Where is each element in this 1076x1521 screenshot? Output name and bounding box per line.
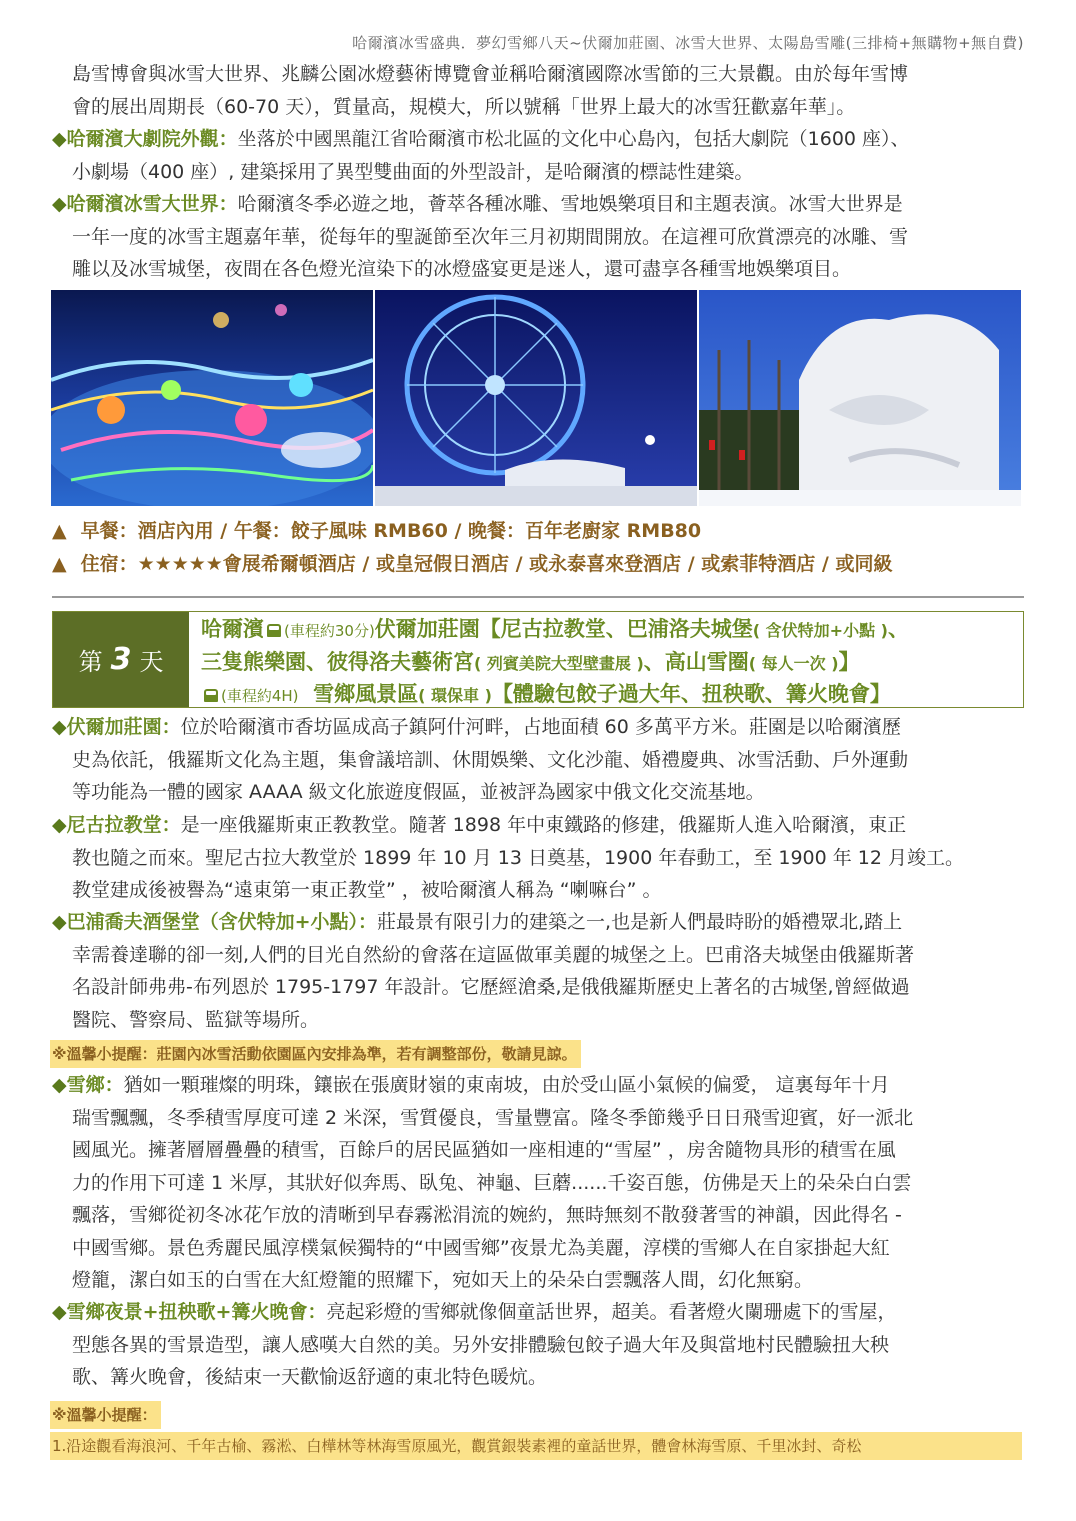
warm-reminder-3: 1.沿途觀看海浪河、千年古榆、霧淞、白樺林等林海雪原風光，觀賞銀裝素裡的童話世界，體會林海雪原、千里冰封、奇松	[50, 1432, 1022, 1460]
section-title: 雪鄉：	[66, 1074, 124, 1096]
intro-paragraph	[52, 58, 1032, 123]
section-title: 雪鄉夜景+扭秧歌+篝火晚會：	[66, 1301, 327, 1323]
meals-line	[52, 516, 701, 543]
section-text: 猶如一顆璀燦的明珠，鑲嵌在張廣財嶺的東南坡，由於受山區小氣候的偏愛， 這裏每年十月	[123, 1074, 890, 1096]
section-text: 是一座俄羅斯東正教教堂。隨著 1898 年中東鐵路的修建，俄羅斯人進入哈爾濱，東正	[180, 814, 907, 836]
section-line: 教堂建成後被譽為“遠東第一東正教堂” ，被哈爾濱人稱為 “喇嘛台” 。	[72, 879, 662, 901]
section-line: 飄落，雪鄉從初冬冰花乍放的清晰到早春霧淞涓流的婉約，無時無刻不散發著雪的神韻，因此得名 -	[72, 1204, 902, 1226]
bullet-icon: ◆	[52, 716, 67, 738]
itinerary-line-1	[201, 614, 1023, 647]
warm-reminder-1: ※溫馨小提醒：莊園內冰雪活動依園區內安排為準，若有調整部份，敬請見諒。	[50, 1040, 581, 1068]
section-line: 雕以及冰雪城堡，夜間在各色燈光渲染下的冰燈盛宴更是迷人，還可盡享各種雪地娛樂項目。	[72, 258, 852, 280]
itinerary-note: ( 列賓美院大型壁畫展 )	[474, 654, 644, 673]
section-line: 瑞雪飄飄，冬季積雪厚度可達 2 米深，雪質優良，雪量豐富。隆冬季節幾乎日日飛雪迎賓，好一派北	[72, 1106, 914, 1129]
section-iceworld	[52, 188, 1032, 286]
section-title: 伏爾加莊園：	[66, 716, 181, 738]
photo-strip	[51, 290, 1021, 506]
section-line: 小劇場（400 座）, 建築採用了異型雙曲面的外型設計，是哈爾濱的標誌性建築。	[72, 160, 754, 183]
section-line: 燈籠，潔白如玉的白雪在大紅燈籠的照耀下，宛如天上的朵朵白雲飄落人間，幻化無窮。	[72, 1269, 814, 1291]
section-title: 尼古拉教堂：	[66, 814, 181, 836]
section-volga	[52, 711, 1032, 809]
section-title: 哈爾濱冰雪大世界：	[66, 193, 238, 215]
section-title: 哈爾濱大劇院外觀：	[66, 128, 238, 150]
day-itinerary	[189, 612, 1023, 707]
day-suffix: 天	[139, 648, 164, 676]
itinerary-duration: (車程約4H)	[221, 687, 299, 705]
itinerary-text: 三隻熊樂園、彼得洛夫藝術宮	[201, 650, 474, 674]
day-prefix: 第	[78, 648, 103, 676]
bus-icon	[267, 624, 281, 637]
section-castle	[52, 906, 1032, 1036]
section-line: 名設計師弗弗-布列恩於 1795-1797 年設計。它歷經滄桑,是俄俄羅斯歷史上著名的古城堡,曾經做過	[72, 976, 910, 998]
section-text: 莊最景有限引力的建築之一,也是新人們最時盼的婚禮眾北,踏上	[377, 911, 903, 933]
itinerary-text: 、	[887, 617, 909, 641]
itinerary-note: ( 每人一次 )	[748, 654, 839, 673]
hotel-line	[52, 549, 892, 576]
meals-text: 早餐：酒店內用 / 午餐：餃子風味 RMB60 / 晚餐：百年老廚家 RMB80	[80, 520, 702, 542]
section-line: 歌、篝火晚會，後結束一天歡愉返舒適的東北特色暖炕。	[72, 1366, 548, 1388]
section-text: 坐落於中國黑龍江省哈爾濱市松北區的文化中心島內，包括大劇院（1600 座）、	[237, 128, 910, 150]
section-theater	[52, 123, 1032, 188]
section-village	[52, 1069, 1032, 1297]
bus-icon	[204, 689, 218, 702]
bullet-icon: ◆	[52, 193, 67, 215]
intro-line: 島雪博會與冰雪大世界、兆麟公園冰燈藝術博覽會並稱哈爾濱國際冰雪節的三大景觀。由於每年雪博	[72, 63, 909, 85]
day-number: 3	[110, 642, 132, 677]
itinerary-text: 哈爾濱	[201, 617, 264, 641]
itinerary-text: 】	[838, 650, 860, 674]
section-text: 亮起彩燈的雪鄉就像個童話世界，超美。看著燈火闌珊處下的雪屋，	[326, 1301, 897, 1323]
section-line: 等功能為一體的國家 AAAA 級文化旅遊度假區，並被評為國家中俄文化交流基地。	[72, 781, 765, 803]
section-line: 幸需養達聯的卻一刻,人們的目光自然紛的會落在這區做軍美麗的城堡之上。巴甫洛夫城堡由俄羅斯著	[72, 943, 915, 966]
itinerary-duration: (車程約30分)	[284, 622, 375, 640]
hotel-text: 住宿：★★★★★會展希爾頓酒店 / 或皇冠假日酒店 / 或永泰喜來登酒店 / 或索菲特酒店 / 或同級	[80, 553, 893, 575]
section-line: 力的作用下可達 1 米厚，其狀好似奔馬、臥兔、神龜、巨蘑......千姿百態，仿佛是天上的朵朵白白雲	[72, 1171, 912, 1194]
section-line: 教也隨之而來。聖尼古拉大教堂於 1899 年 10 月 13 日奠基，1900 年春動工，至 1900 年 12 月竣工。	[72, 846, 965, 869]
section-line: 一年一度的冰雪主題嘉年華，從每年的聖誕節至次年三月初期間開放。在這裡可欣賞漂亮的冰雕、雪	[72, 225, 909, 248]
divider	[52, 596, 1024, 598]
itinerary-note: ( 環保車 )	[418, 686, 492, 705]
itinerary-note: ( 含伏特加+小點 )	[752, 621, 888, 640]
snow-sculpture-photo	[699, 290, 1021, 506]
section-line: 國風光。擁著層層疊疊的積雪，百餘戶的居民區猶如一座相連的“雪屋” ，房舍隨物具形的積雪在風	[72, 1139, 896, 1161]
section-title: 巴浦喬夫酒堡堂（含伏特加+小點）：	[66, 911, 378, 933]
section-line: 史為依託，俄羅斯文化為主題，集會議培訓、休閒娛樂、文化沙龍、婚禮慶典、冰雪活動、戶外運動	[72, 748, 909, 771]
warm-reminder-2: ※溫馨小提醒：	[50, 1401, 161, 1429]
section-night	[52, 1296, 1032, 1394]
bullet-icon: ◆	[52, 1301, 67, 1323]
bullet-icon: ◆	[52, 128, 67, 150]
bullet-icon: ◆	[52, 911, 67, 933]
day-label	[53, 612, 189, 707]
itinerary-text: 雪鄉風景區	[313, 682, 419, 706]
day-header	[52, 611, 1024, 708]
page-header: 哈爾濱冰雪盛典．夢幻雪鄉八天~伏爾加莊園、冰雪大世界、太陽島雪雕(三排椅+無購物+無自費)	[352, 34, 1024, 52]
itinerary-line-2	[201, 647, 1023, 679]
itinerary-line-3	[201, 679, 1023, 712]
section-line: 型態各異的雪景造型，讓人感嘆大自然的美。另外安排體驗包餃子過大年及與當地村民體驗扭大秧	[72, 1333, 890, 1356]
ice-world-aerial-photo	[51, 290, 373, 506]
bullet-icon: ◆	[52, 1074, 67, 1096]
section-line: 中國雪鄉。景色秀麗民風淳樸氣候獨特的“中國雪鄉”夜景尤為美麗，淳樸的雪鄉人在自家掛起大紅	[72, 1236, 890, 1259]
section-text: 位於哈爾濱市香坊區成高子鎮阿什河畔，占地面積 60 多萬平方米。莊園是以哈爾濱歷	[180, 716, 901, 738]
triangle-icon: ▲	[52, 520, 67, 542]
itinerary-text: 伏爾加莊園【尼古拉教堂、巴浦洛夫城堡	[374, 617, 753, 641]
section-nicholas	[52, 809, 1032, 907]
section-text: 哈爾濱冬季必遊之地，薈萃各種冰雕、雪地娛樂項目和主題表演。冰雪大世界是	[237, 193, 903, 215]
triangle-icon: ▲	[52, 553, 67, 575]
bullet-icon: ◆	[52, 814, 67, 836]
intro-line: 會的展出周期長（60-70 天），質量高，規模大，所以號稱「世界上最大的冰雪狂歡嘉年華」。	[72, 95, 856, 118]
itinerary-text: 【體驗包餃子過大年、扭秧歌、篝火晚會】	[491, 682, 891, 706]
section-line: 醫院、警察局、監獄等場所。	[72, 1008, 320, 1031]
ferris-wheel-photo	[375, 290, 697, 506]
itinerary-text: 、高山雪圈	[643, 650, 749, 674]
